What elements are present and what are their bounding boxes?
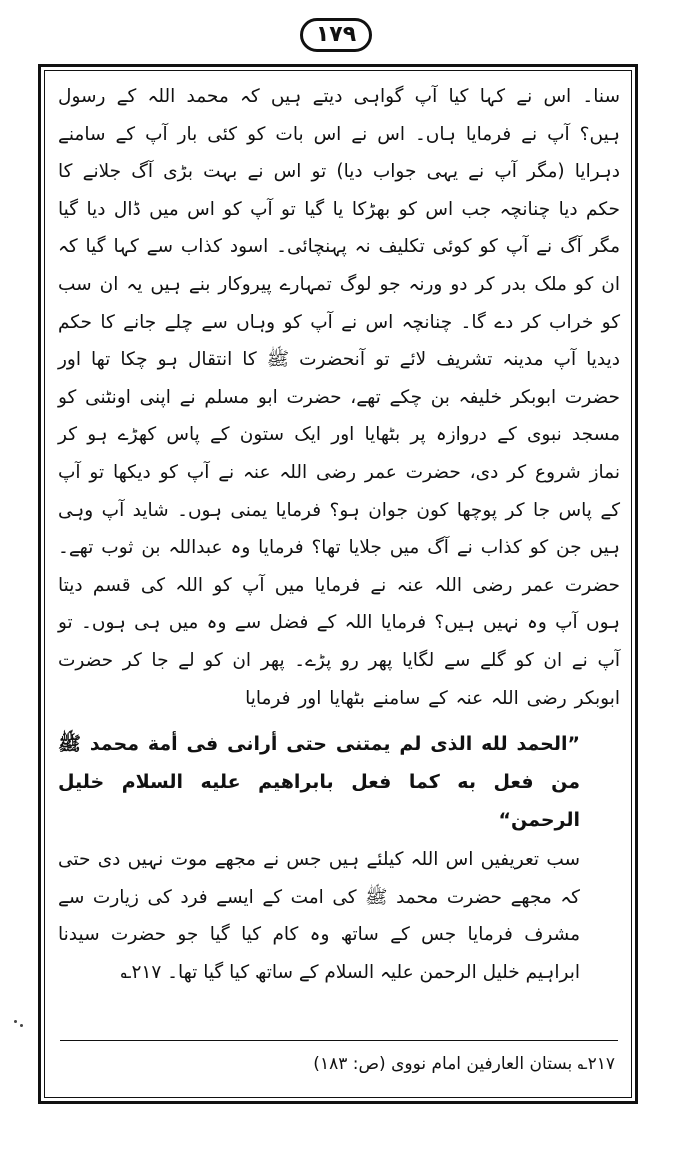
footnote: ۲۱۷؎ بستان العارفین امام نووی (ص: ۱۸۳) — [313, 1054, 615, 1074]
body-paragraph: سنا۔ اس نے کہا کیا آپ گواہی دیتے ہیں کہ محمد اللہ کے رسول ہیں؟ آپ نے فرمایا ہاں۔ اس نے اس بات کو کئی بار آپ کے سامنے دہرایا (مگر آپ نے یہی جواب دیا) تو اس نے بہت بڑی آگ جلانے کا حکم دیا چنانچہ جب اس کو بھڑکا یا گیا تو آپ کو اس میں ڈال دیا گیا مگر آگ نے آپ کو کوئی تکلیف نہ پہنچائی۔ اسود کذاب سے کہا گیا کہ ان کو ملک بدر کر دو ورنہ جو لوگ تمہارے پیروکار بنے ہیں یہ ان سب کو خراب کر دے گا۔ چنانچہ اس نے آپ کو وہاں سے چلے جانے کا حکم دیدیا آپ مدینہ تشریف لائے تو آنحضرت ﷺ کا انتقال ہو چکا تھا اور حضرت ابوبکر خلیفہ بن چکے تھے، حضرت ابو مسلم نے اپنی اونٹنی کو مسجد نبوی کے دروازہ پر بٹھایا اور ایک ستون کے پاس کھڑے ہو کر نماز شروع کر دی، حضرت عمر رضی اللہ عنہ نے آپ کو دیکھا تو آپ کے پاس جا کر پوچھا کون جوان ہو؟ فرمایا یمنی ہوں۔ شاید آپ وہی ہیں جن کو کذاب نے آگ میں جلایا تھا؟ فرمایا وہ عبداللہ بن ثوب تھے۔ حضرت عمر رضی اللہ عنہ نے فرمایا میں آپ کو اللہ کی قسم دیتا ہوں آپ وہ نہیں ہیں؟ فرمایا اللہ کے فضل سے وہ میں ہی ہوں۔ تو آپ نے ان کو گلے سے لگایا پھر رو پڑے۔ پھر ان کو لے جا کر حضرت ابوبکر رضی اللہ عنہ کے سامنے بٹھایا اور فرمایا — [58, 86, 620, 709]
page-content — [58, 78, 620, 991]
page-number — [300, 18, 372, 52]
footnote-divider — [60, 1040, 618, 1041]
scan-speck — [20, 1024, 23, 1027]
scan-speck — [14, 1020, 17, 1023]
page-number-text: ۱۷۹ — [315, 22, 357, 47]
arabic-quote: ”الحمد لله الذی لم یمتنی حتی أرانی فی أمة محمد ﷺ من فعل به کما فعل بابراهیم علیه السلام خلیل الرحمن“ — [58, 733, 580, 832]
quote-translation: سب تعریفیں اس اللہ کیلئے ہیں جس نے مجھے موت نہیں دی حتی کہ مجھے حضرت محمد ﷺ کی امت کے ایسے فرد کی زیارت سے مشرف فرمایا جس کے ساتھ وہ کام کیا گیا جو حضرت سیدنا ابراہیم خلیل الرحمن علیہ السلام کے ساتھ کیا گیا تھا۔ ۲۱۷؎ — [58, 849, 580, 983]
